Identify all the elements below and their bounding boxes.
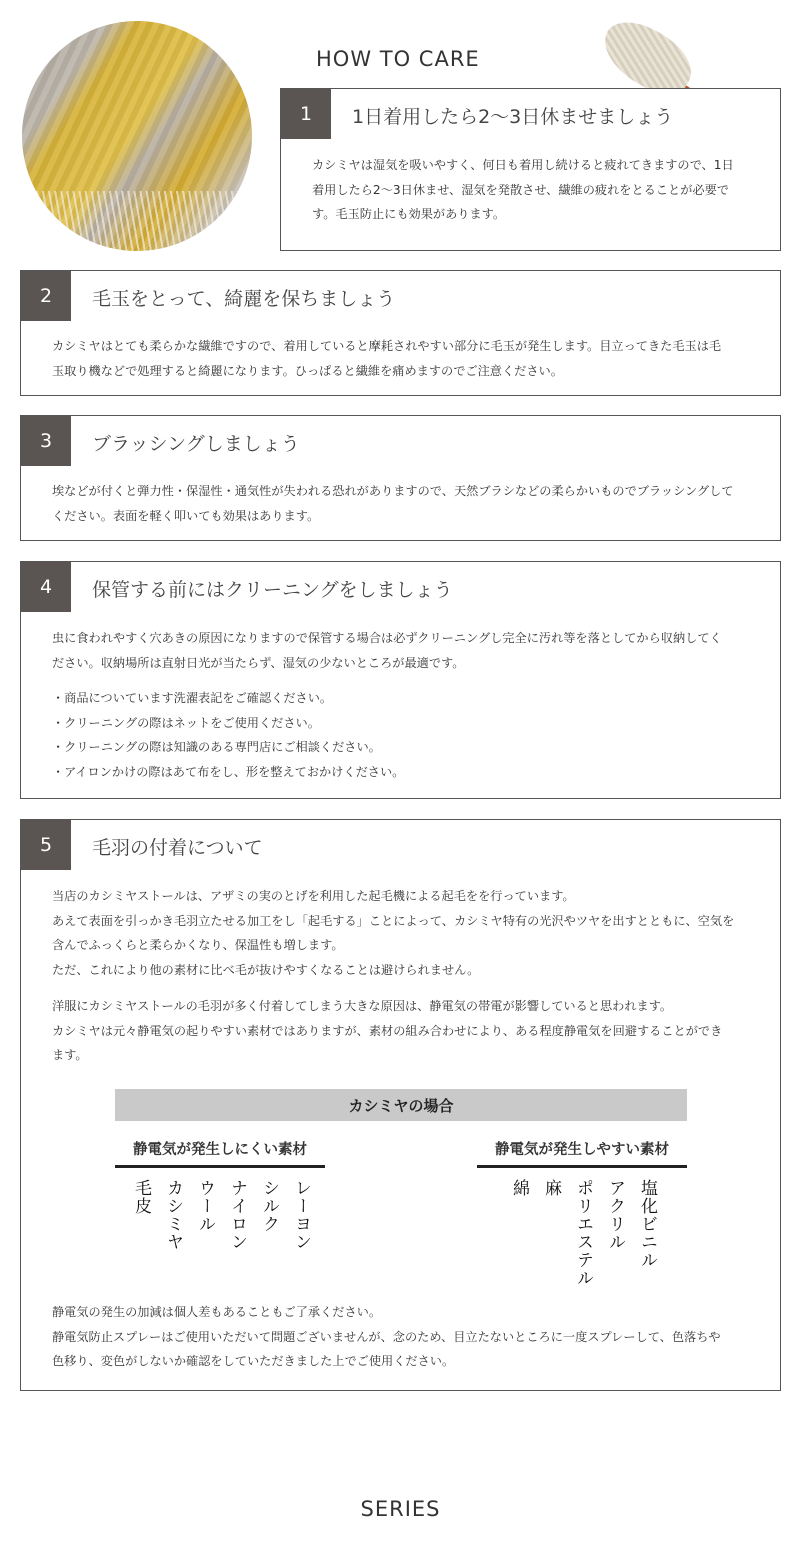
care-section-3 — [20, 415, 781, 541]
material-item: シルク — [259, 1179, 279, 1233]
section-title: ブラッシングしましょう — [92, 433, 300, 455]
list-item: ・クリーニングの際はネットをご使用ください。 — [52, 715, 320, 730]
list-item: ・クリーニングの際は知識のある専門店にご相談ください。 — [52, 740, 381, 754]
material-item: カシミヤ — [163, 1179, 183, 1251]
section-number: 1 — [281, 89, 331, 139]
section-body-c: 静電気の発生の加減は個人差もあることもご了承ください。 静電気防止スプレーはご使用いただいて問題ございませんが、念のため、目立たないところに一度スプレーして、色落ちや 色移り、変色がしないか確認をしていただきました上でご使用ください。 — [52, 1305, 721, 1368]
section-title: 保管する前にはクリーニングをしましょう — [92, 579, 453, 601]
low-static-title: 静電気が発生しにくい素材 — [115, 1138, 325, 1168]
care-section-1 — [280, 88, 781, 251]
care-section-4 — [20, 561, 781, 799]
page-title: HOW TO CARE — [316, 47, 480, 71]
material-item: 綿 — [509, 1179, 529, 1197]
section-number: 5 — [21, 820, 71, 870]
section-body: カシミヤはとても柔らかな繊維ですので、着用していると摩耗されやすい部分に毛玉が発生します。目立ってきた毛玉は毛 玉取り機などで処理すると綺麗になります。ひっぱると繊維を痛めますのでご注意ください。 — [52, 339, 722, 378]
high-static-title: 静電気が発生しやすい素材 — [477, 1138, 687, 1168]
series-heading: SERIES — [360, 1497, 441, 1521]
care-section-5 — [20, 819, 781, 1391]
cashmere-scarf-photo — [22, 21, 252, 251]
material-table-header: カシミヤの場合 — [115, 1089, 687, 1121]
section-title: 毛羽の付着について — [92, 837, 263, 859]
section-title: 1日着用したら2〜3日休ませましょう — [352, 106, 674, 128]
material-item: 麻 — [541, 1179, 561, 1197]
list-item: ・アイロンかけの際はあて布をし、形を整えておかけください。 — [52, 764, 405, 779]
material-item: 塩化ビニル — [637, 1179, 657, 1269]
material-item: レーヨン — [291, 1179, 311, 1251]
section-bullets — [52, 686, 404, 784]
section-number: 3 — [21, 416, 71, 466]
section-title: 毛玉をとって、綺麗を保ちましょう — [92, 288, 396, 310]
material-item: 毛皮 — [131, 1179, 151, 1215]
material-item: ウール — [195, 1179, 215, 1233]
material-item: ナイロン — [227, 1179, 247, 1251]
section-number: 2 — [21, 271, 71, 321]
section-number: 4 — [21, 562, 71, 612]
section-body: カシミヤは湿気を吸いやすく、何日も着用し続けると疲れてきますので、1日 着用したら2〜3日休ませ、湿気を発散させ、繊維の疲れをとることが必要で す。毛玉防止にも効果があります。 — [312, 158, 734, 221]
section-body-b: 洋服にカシミヤストールの毛羽が多く付着してしまう大きな原因は、静電気の帯電が影響していると思われます。 カシミヤは元々静電気の起りやすい素材ではありますが、素材の組み合わせにより、ある程度静電気を回避することができ ます。 — [52, 999, 723, 1062]
material-item: ポリエステル — [573, 1179, 593, 1287]
care-section-2 — [20, 270, 781, 396]
section-body: 虫に食われやすく穴あきの原因になりますので保管する場合は必ずクリーニングし完全に汚れ等を落としてから収納してく ださい。収納場所は直射日光が当たらず、湿気の少ないところが最適です。 — [52, 631, 722, 670]
section-body-a: 当店のカシミヤストールは、アザミの実のとげを利用した起毛機による起毛をを行っています。 あえて表面を引っかき毛羽立たせる加工をし「起毛する」ことによって、カシミヤ特有の光沢やツヤを出すとともに、空気を 含んでふっくらと柔らかくなり、保温性も増します。 ただ、これにより他の素材に比べ毛が抜けやすくなることは避けられません。 — [52, 889, 735, 977]
section-body: 埃などが付くと弾力性・保湿性・通気性が失われる恐れがありますので、天然ブラシなどの柔らかいものでブラッシングして ください。表面を軽く叩いても効果はあります。 — [52, 484, 734, 523]
list-item: ・商品についています洗濯表記をご確認ください。 — [52, 691, 333, 705]
material-item: アクリル — [605, 1179, 625, 1251]
